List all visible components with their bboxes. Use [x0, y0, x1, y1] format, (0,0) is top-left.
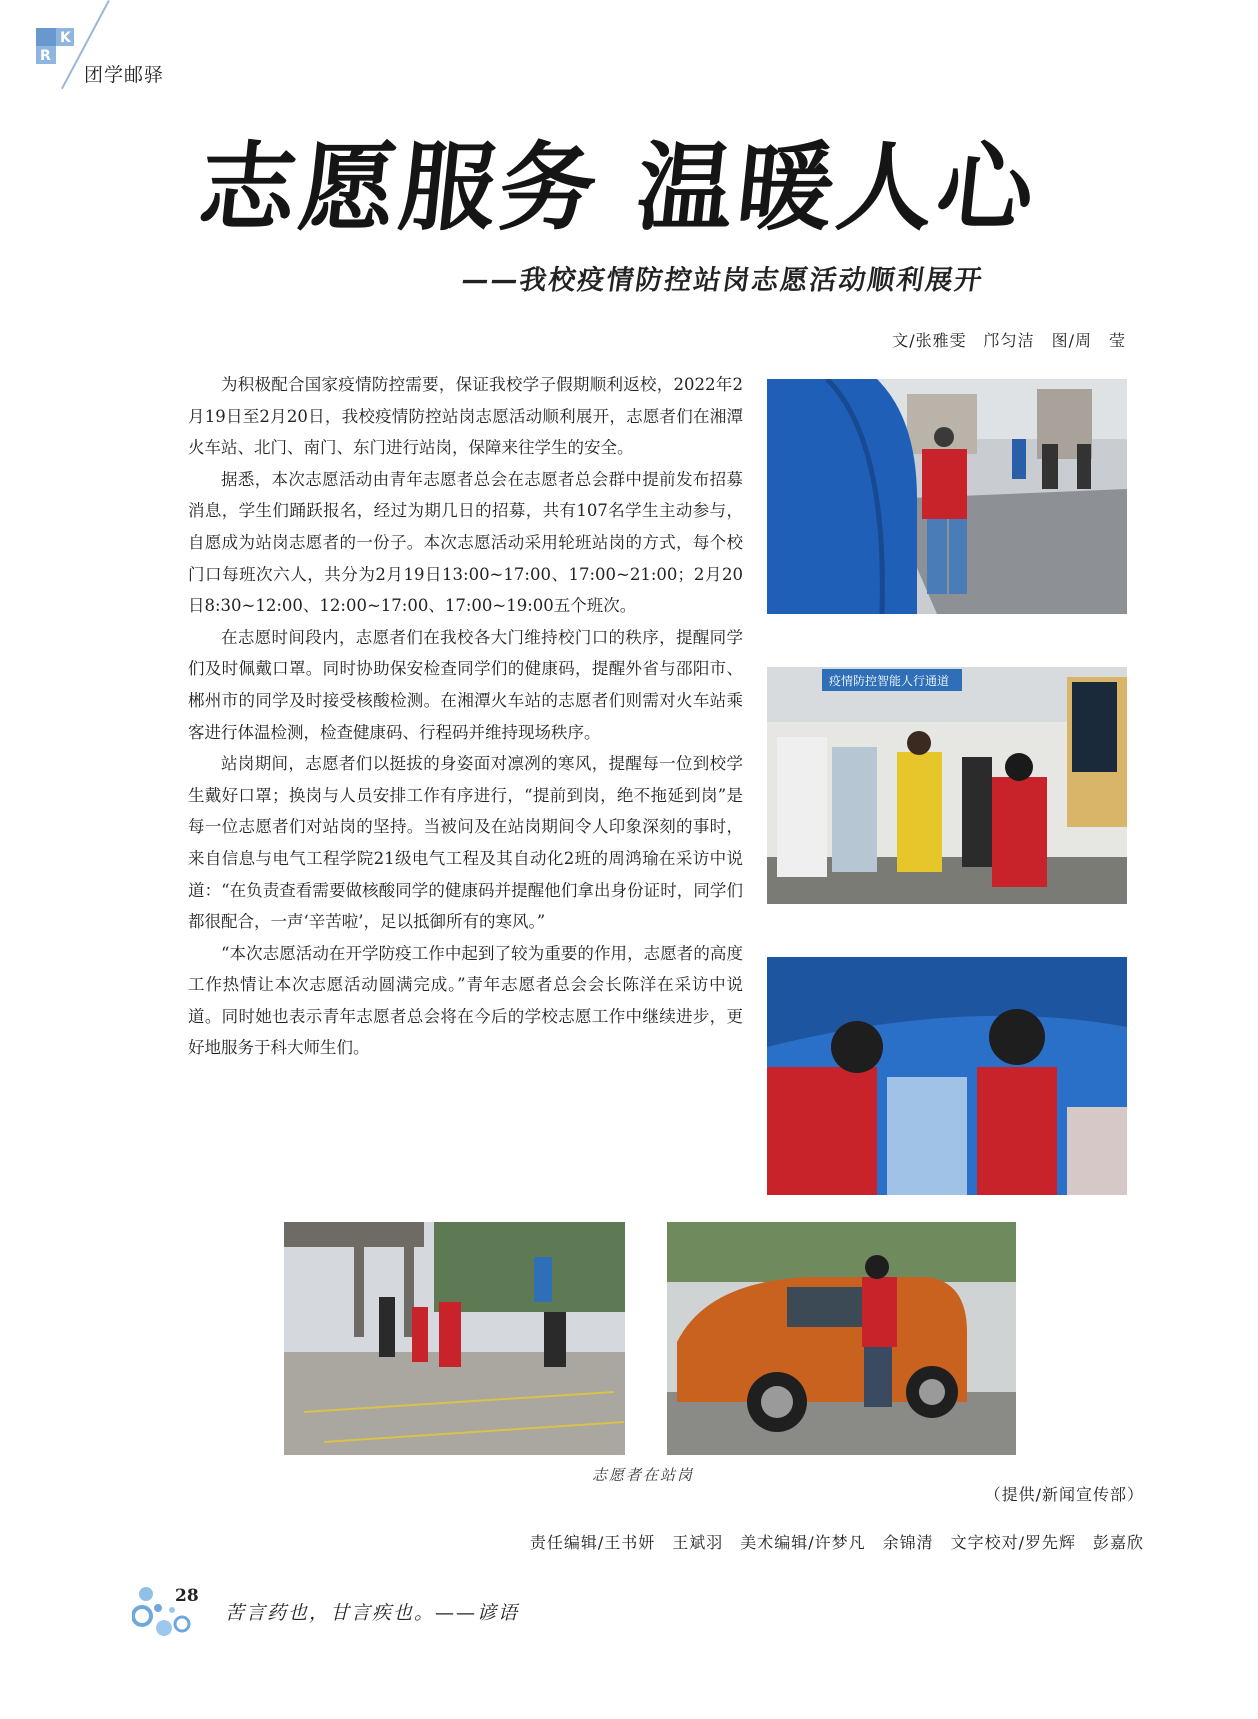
kr-logo-icon	[36, 26, 80, 66]
article-paragraph: 为积极配合国家疫情防控需要，保证我校学子假期顺利返校，2022年2月19日至2月20日，我校疫情防控站岗志愿活动顺利展开，志愿者们在湘潭火车站、北门、南门、东门进行站岗，保障来往学生的安全。	[188, 375, 743, 458]
photo-vehicle-check	[667, 1222, 1016, 1455]
footer-proverb: 苦言药也，甘言疾也。——谚语	[225, 1602, 520, 1624]
article-paragraph: 站岗期间，志愿者们以挺拔的身姿面对凛冽的寒风，提醒每一位到校学生戴好口罩；换岗与人员安排工作有序进行，“提前到岗，绝不拖延到岗”是每一位志愿者们对站岗的坚持。当被问及在站岗期间令人印象深刻的事时，来自信息与电气工程学院21级电气工程及其自动化2班的周鸿瑜在采访中说道：“在负责查看需要做核酸同学的健康码并提醒他们拿出身份证时，同学们都很配合，一声‘辛苦啦’，足以抵御所有的寒风。”	[188, 754, 743, 932]
passage-sign-text: 疫情防控智能人行通道	[829, 674, 950, 688]
article-subtitle: ——我校疫情防控站岗志愿活动顺利展开	[459, 265, 986, 296]
article-paragraph: 据悉，本次志愿活动由青年志愿者总会在志愿者总会群中提前发布招募消息，学生们踊跃报名，经过为期几日的招募，共有107名学生主动参与，自愿成为站岗志愿者的一份子。本次志愿活动采用轮班站岗的方式，每个校门口每班次六人，共分为2月19日13:00~17:00、17:00~21:00；2月20日8:30~12:00、12:00~17:00、17:00~19:00五个班次。	[188, 469, 743, 616]
article-body	[188, 369, 743, 1064]
section-label: 团学邮驿	[84, 64, 165, 86]
logo-letter-r: R	[40, 48, 51, 64]
photo-smart-passage	[767, 667, 1127, 904]
photo-caption: 志愿者在站岗	[592, 1466, 695, 1484]
photo-credit: （提供/新闻宣传部）	[984, 1485, 1144, 1504]
photo-gate-tent	[767, 379, 1127, 614]
article-paragraph: 在志愿时间段内，志愿者们在我校各大门维持校门口的秩序，提醒同学们及时佩戴口罩。同时协助保安检查同学们的健康码，提醒外省与邵阳市、郴州市的同学及时接受核酸检测。在湘潭火车站的志愿者们则需对火车站乘客进行体温检测，检查健康码、行程码并维持现场秩序。	[188, 627, 743, 742]
page-number: 28	[175, 1586, 199, 1606]
editors-line: 责任编辑/王书妍 王斌羽 美术编辑/许梦凡 余锦清 文字校对/罗先辉 彭嘉欣	[529, 1533, 1144, 1552]
photo-health-code-check	[767, 957, 1127, 1195]
byline: 文/张雅雯 邝匀洁 图/周 莹	[892, 331, 1126, 350]
photo-campus-gate	[284, 1222, 625, 1455]
article-title: 志愿服务 温暖人心	[194, 131, 1044, 244]
logo-letter-k: K	[60, 30, 71, 46]
article-paragraph: “本次志愿活动在开学防疫工作中起到了较为重要的作用，志愿者的高度工作热情让本次志愿活动圆满完成。”青年志愿者总会会长陈洋在采访中说道。同时她也表示青年志愿者总会将在今后的学校志愿工作中继续进步，更好地服务于科大师生们。	[188, 943, 743, 1058]
